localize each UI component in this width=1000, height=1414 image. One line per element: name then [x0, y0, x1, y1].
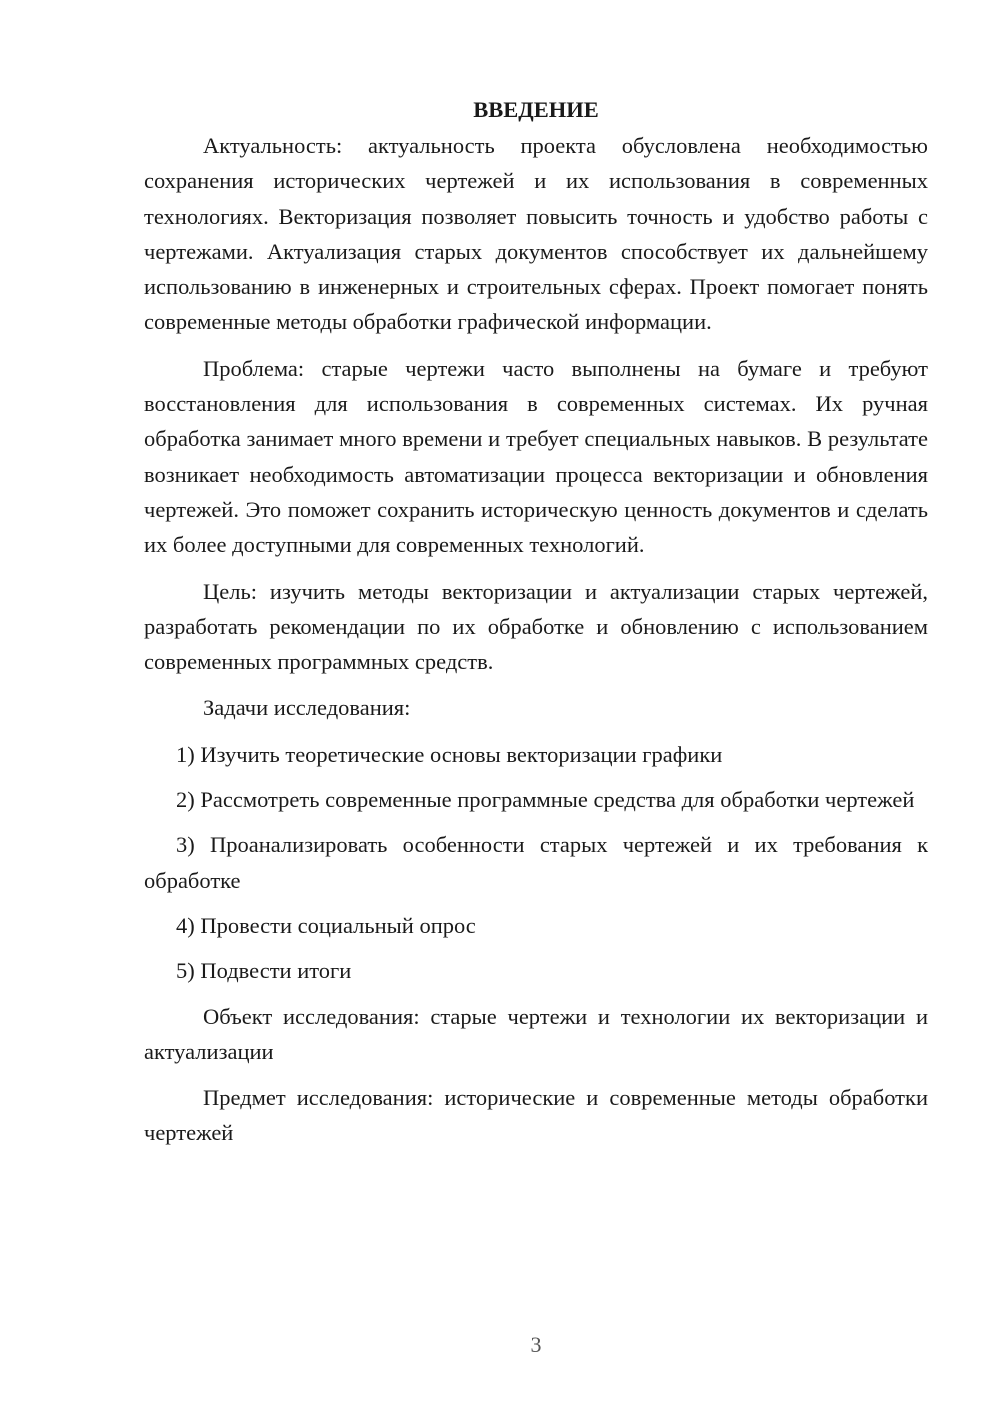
list-item: 2) Рассмотреть современные программные средства для обработки чертежей	[176, 787, 915, 813]
paragraph-goal: Цель: изучить методы векторизации и актуализации старых чертежей, разработать рекомендации по их обработке и обновлению с использованием современных программных средств.	[144, 578, 928, 675]
list-item: 5) Подвести итоги	[176, 958, 352, 984]
list-item: 1) Изучить теоретические основы векторизации графики	[176, 741, 723, 767]
list-item: 4) Провести социальный опрос	[176, 912, 476, 938]
paragraph-relevance: Актуальность: актуальность проекта обусловлена необходимостью сохранения исторических чертежей и их использования в современных технологиях. Векторизация позволяет повысить точность и удобство работы с чертежами. Актуализация старых документов способствует их дальнейшему использованию в инженерных и строительных сферах. Проект помогает понять современные методы обработки графической информации.	[144, 133, 928, 335]
document-page	[144, 92, 928, 1162]
paragraph-subject: Предмет исследования: исторические и современные методы обработки чертежей	[144, 1085, 928, 1146]
paragraph-object: Объект исследования: старые чертежи и технологии их векторизации и актуализации	[144, 1003, 928, 1064]
page-title: ВВЕДЕНИЕ	[473, 97, 599, 122]
list-item: 3) Проанализировать особенности старых чертежей и их требования к обработке	[144, 832, 928, 893]
tasks-heading: Задачи исследования:	[203, 695, 411, 721]
paragraph-problem: Проблема: старые чертежи часто выполнены на бумаге и требуют восстановления для использования в современных системах. Их ручная обработка занимает много времени и требует специальных навыков. В результате возникает необходимость автоматизации процесса векторизации и обновления чертежей. Это поможет сохранить историческую ценность документов и сделать их более доступными для современных технологий.	[144, 355, 928, 558]
page-number: 3	[530, 1332, 542, 1357]
